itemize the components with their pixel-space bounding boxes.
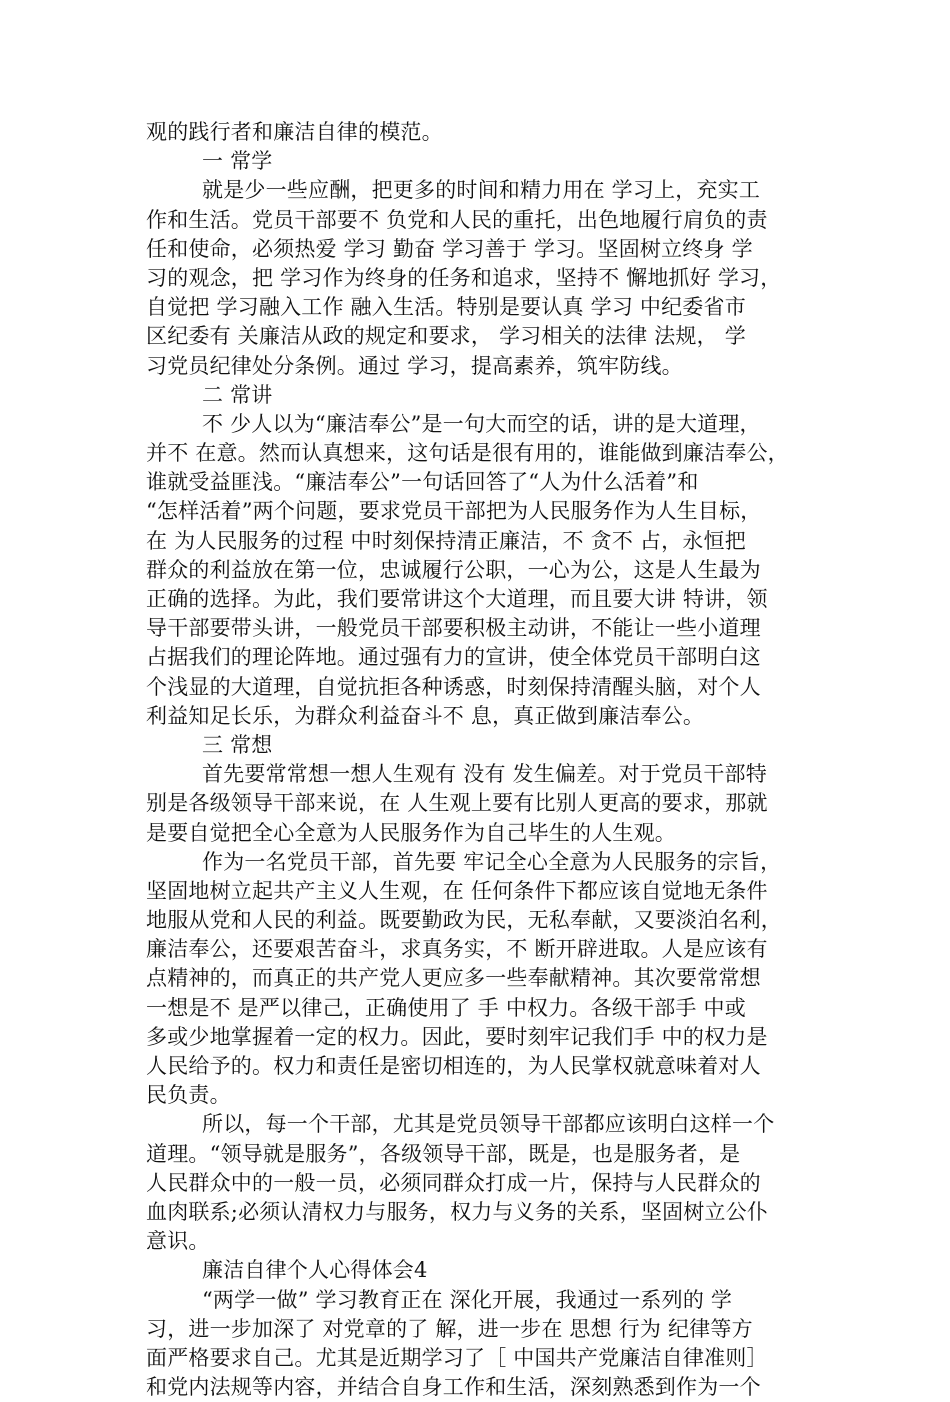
text-line: 作为一名党员干部，首先要 牢记全心全意为人民服务的宗旨， xyxy=(202,849,782,874)
text-line: 个浅显的大道理，自觉抗拒各种诱惑，时刻保持清醒头脑，对个人 xyxy=(146,674,761,699)
text-line: 是要自觉把全心全意为人民服务作为自己毕生的人生观。 xyxy=(146,820,676,845)
text-line: 就是少一些应酬，把更多的时间和精力用在 学习上，充实工 xyxy=(202,178,761,203)
text-line: 坚固地树立起共产主义人生观，在 任何条件下都应该自觉地无条件 xyxy=(146,878,768,903)
text-line: 首先要常常想一想人生观有 没有 发生偏差。对于党员干部特 xyxy=(202,762,767,787)
text-line: 利益知足长乐，为群众利益奋斗不 息，真正做到廉洁奉公。 xyxy=(146,703,705,728)
text-line: 血肉联系;必须认清权力与服务，权力与义务的关系，坚固树立公仆 xyxy=(146,1199,769,1224)
text-line: 占据我们的理论阵地。通过强有力的宣讲，使全体党员干部明白这 xyxy=(146,645,761,670)
text-line: 自觉把 学习融入工作 融入生活。特别是要认真 学习 中纪委省市 xyxy=(146,295,746,320)
text-line: 道理。“领导就是服务”，各级领导干部，既是，也是服务者，是 xyxy=(146,1141,741,1166)
text-line: 任和使命，必须热爱 学习 勤奋 学习善于 学习。坚固树立终身 学 xyxy=(146,236,753,261)
text-line: 二 常讲 xyxy=(202,382,273,407)
text-line: 人民群众中的一般一员，必须同群众打成一片，保持与人民群众的 xyxy=(146,1170,761,1195)
text-line: 和党内法规等内容，并结合自身工作和生活，深刻熟悉到作为一个 xyxy=(146,1375,761,1400)
text-line: 民负责。 xyxy=(146,1083,231,1108)
text-line: 习的观念，把 学习作为终身的任务和追求，坚持不 懈地抓好 学习， xyxy=(146,265,782,290)
text-line: 意识。 xyxy=(146,1229,210,1254)
text-line: 多或少地掌握着一定的权力。因此，要时刻牢记我们手 中的权力是 xyxy=(146,1024,768,1049)
text-line: 不 少人以为“廉洁奉公”是一句大而空的话，讲的是大道理， xyxy=(202,411,761,436)
text-line: 廉洁奉公，还要艰苦奋斗，求真务实，不 断开辟进取。人是应该有 xyxy=(146,937,768,962)
text-line: 廉洁自律个人心得体会4 xyxy=(202,1258,428,1283)
text-line: 习党员纪律处分条例。通过 学习，提高素养，筑牢防线。 xyxy=(146,353,683,378)
text-line: 一 常学 xyxy=(202,149,273,174)
text-line: 一想是不 是严以律己，正确使用了 手 中权力。各级干部手 中或 xyxy=(146,995,746,1020)
text-line: 习，进一步加深了 对党章的了 解，进一步在 思想 行为 纪律等方 xyxy=(146,1316,753,1341)
text-line: 三 常想 xyxy=(202,732,273,757)
text-line: “两学一做” 学习教育正在 深化开展，我通过一系列的 学 xyxy=(202,1287,733,1312)
text-line: 地服从党和人民的利益。既要勤政为民，无私奉献，又要淡泊名利， xyxy=(146,908,782,933)
text-line: 别是各级领导干部来说，在 人生观上要有比别人更高的要求，那就 xyxy=(146,791,768,816)
text-line: 作和生活。党员干部要不 负党和人民的重托，出色地履行肩负的责 xyxy=(146,207,768,232)
text-line: 区纪委有 关廉洁从政的规定和要求， 学习相关的法律 法规， 学 xyxy=(146,324,746,349)
text-line: 导干部要带头讲，一般党员干部要积极主动讲，不能让一些小道理 xyxy=(146,616,761,641)
text-line: 在 为人民服务的过程 中时刻保持清正廉洁，不 贪不 占，永恒把 xyxy=(146,528,746,553)
text-line: 所以，每一个干部，尤其是党员领导干部都应该明白这样一个 xyxy=(202,1112,775,1137)
text-line: 面严格要求自己。尤其是近期学习了［ 中国共产党廉洁自律准则］ xyxy=(146,1345,768,1370)
document-body xyxy=(146,118,810,1402)
text-line: 观的践行者和廉洁自律的模范。 xyxy=(146,120,443,144)
text-line: “怎样活着”两个问题，要求党员干部把为人民服务作为人生目标， xyxy=(146,499,762,524)
text-line: 并不 在意。然而认真想来，这句话是很有用的，谁能做到廉洁奉公， xyxy=(146,441,789,466)
text-line: 谁就受益匪浅。“廉洁奉公”一句话回答了“人为什么活着”和 xyxy=(146,470,699,495)
text-line: 正确的选择。为此，我们要常讲这个大道理，而且要大讲 特讲，领 xyxy=(146,587,768,611)
text-line: 人民给予的。权力和责任是密切相连的，为人民掌权就意味着对人 xyxy=(146,1054,761,1078)
text-line: 点精神的，而真正的共产党人更应多一些奉献精神。其次要常常想 xyxy=(146,966,761,991)
text-line: 群众的利益放在第一位，忠诚履行公职，一心为公，这是人生最为 xyxy=(146,557,761,582)
